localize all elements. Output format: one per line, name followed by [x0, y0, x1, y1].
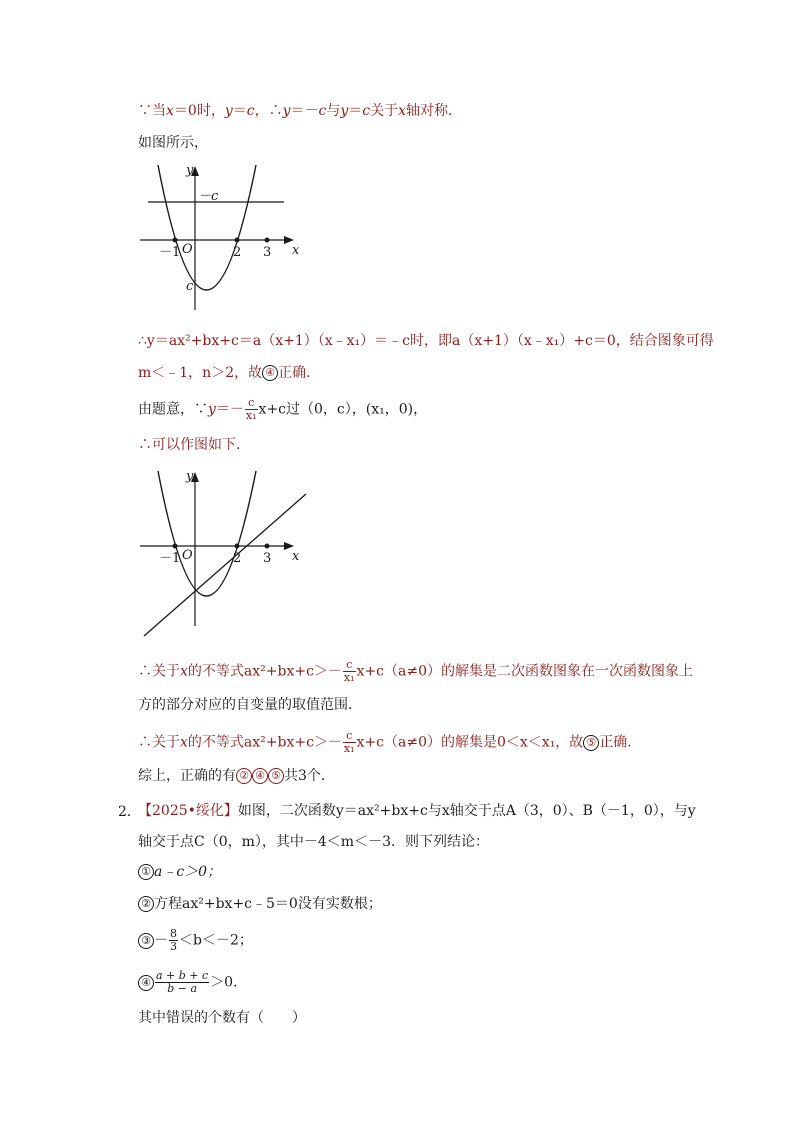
graph-parabola-and-line — [136, 466, 311, 641]
line-inequality-2: ∴关于x的不等式ax²+bx+c＞－ $\frac{c}{\text{x₁}}$ x+c（a≠0）的解集是0＜x＜x₁，故 ⑤ 正确． — [138, 729, 642, 755]
x-axis-label: x — [292, 549, 300, 564]
tick-neg1: －1 — [159, 245, 181, 260]
origin-label: O — [182, 242, 193, 257]
circled-5: ⑤ — [583, 735, 599, 751]
circled-4: ④ — [262, 365, 278, 381]
option-2: ② 方程ax²+bx+c﹣5＝0没有实数根； — [138, 894, 382, 914]
problem-stem-2: 轴交于点C（0，m），其中－4＜m＜－3．则下列结论： — [138, 834, 489, 850]
tick-3: 3 — [263, 551, 272, 566]
tick-3: 3 — [263, 245, 272, 260]
circled-4: ④ — [252, 768, 268, 784]
neg-c-label: －c — [198, 189, 219, 204]
line-roots-condition: ∴y＝ax²+bx+c＝a（x+1）（x﹣x₁）＝﹣c时，即a（x+1）（x﹣x₁）+c＝0，结合图象可得 — [138, 333, 714, 349]
option-3: ③ － $\frac{8}{3}$ ＜b＜－2； — [138, 928, 253, 953]
tick-2: 2 — [233, 245, 242, 260]
x-axis-label: x — [292, 243, 300, 258]
line-inequality-1: ∴关于x的不等式ax²+bx+c＞－ $\frac{c}{\text{x₁}}$ x+c（a≠0）的解集是二次函数图象在一次函数图象上 — [138, 658, 693, 684]
source-tag: 【2025•绥化】 — [138, 803, 238, 819]
c-label: c — [186, 279, 194, 294]
option-1: ① a﹣c＞0； — [138, 862, 221, 882]
y-axis-label: y — [186, 163, 194, 178]
line-summary: 综上，正确的有 ② ④ ⑤ 共3个． — [138, 768, 335, 784]
graph-parabola-horizontal-line — [136, 160, 311, 320]
line-range: 方的部分对应的自变量的取值范围． — [138, 697, 362, 713]
line-by-problem: 由题意，∵y＝－ $\frac{c}{\text{x₁}}$ x+c过（0，c），(x₁，0)， — [138, 396, 428, 422]
problem-number: 2． — [118, 804, 141, 820]
circled-5: ⑤ — [268, 768, 284, 784]
line-as-shown: 如图所示， — [138, 135, 208, 151]
origin-label: O — [182, 548, 193, 563]
y-axis-label: y — [186, 469, 194, 484]
tick-neg1: －1 — [159, 551, 181, 566]
option-4: ④ $\frac{a + b + c}{b - a}$ ＞0． — [138, 970, 247, 995]
problem-stem-1: 【2025•绥化】如图，二次函数y＝ax²+bx+c与x轴交于点A（3，0）、B（－1，0），与y — [138, 803, 696, 819]
line-m-n-range: m＜﹣1，n＞2，故 ④ 正确． — [138, 365, 321, 381]
line-axis-symmetry: ∵当x＝0时，y＝c，∴y＝－c与y＝c关于x轴对称． — [138, 103, 463, 119]
line-graph-below: ∴可以作图如下． — [138, 437, 250, 453]
circled-2: ② — [236, 768, 252, 784]
tick-2: 2 — [233, 551, 242, 566]
question: 其中错误的个数有（ ） — [138, 1010, 306, 1026]
